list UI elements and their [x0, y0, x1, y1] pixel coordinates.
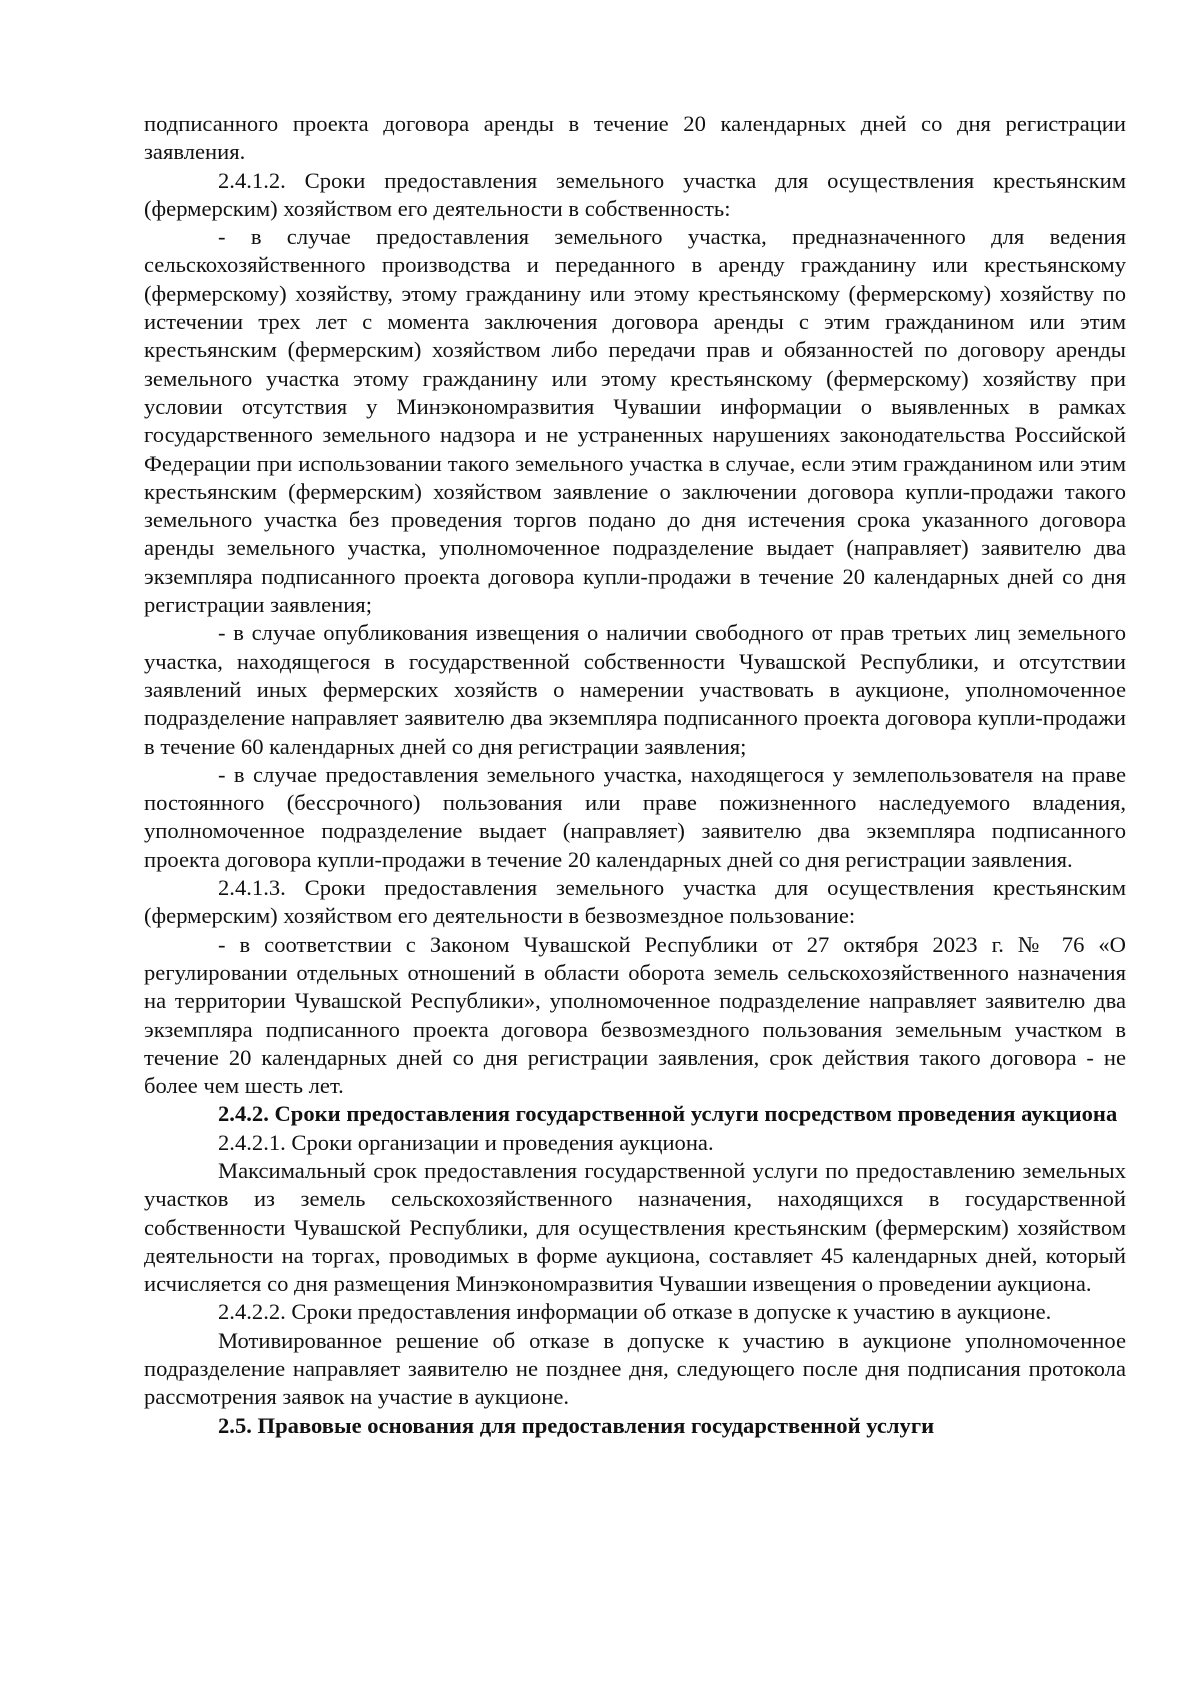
paragraph-ownership-permanent-use-case: - в случае предоставления земельного участка, находящегося у землепользователя на праве постоянного (бессрочного) пользования или праве пожизненного наследуемого владения, уполномоченное подразделение выдает (направляет) заявителю два экземпляра подписанного проекта договора купли-продажи в течение 20 календарных дней со дня регистрации заявления. [144, 761, 1126, 872]
section-heading-2-4-2: 2.4.2. Сроки предоставления государственной услуги посредством проведения аукциона [218, 1101, 1118, 1127]
paragraph-2-4-1-2: 2.4.1.2. Сроки предоставления земельного участка для осуществления крестьянским (фермерским) хозяйством его деятельности в собственность: [144, 167, 1126, 221]
paragraph-2-4-2-1: 2.4.2.1. Сроки организации и проведения аукциона. [218, 1129, 714, 1155]
section-heading-2-5: 2.5. Правовые основания для предоставления государственной услуги [218, 1412, 935, 1438]
paragraph-ownership-notice-case: - в случае опубликования извещения о наличии свободного от прав третьих лиц земельного участка, находящегося в государственной собственности Чувашской Республики, и отсутствии заявлений иных фермерских хозяйств о намерении участвовать в аукционе, уполномоченное подразделение направляет заявителю два экземпляра подписанного проекта договора купли-продажи в течение 60 календарных дней со дня регистрации заявления; [144, 620, 1126, 759]
paragraph-2-4-1-3: 2.4.1.3. Сроки предоставления земельного участка для осуществления крестьянским (фермерским) хозяйством его деятельности в безвозмездное пользование: [144, 875, 1126, 929]
paragraph-refusal-decision: Мотивированное решение об отказе в допуске к участию в аукционе уполномоченное подразделение направляет заявителю не позднее дня, следующего после дня подписания протокола рассмотрения заявок на участие в аукционе. [144, 1327, 1126, 1410]
paragraph-continuation: подписанного проекта договора аренды в течение 20 календарных дней со дня регистрации заявления. [144, 111, 1126, 165]
paragraph-auction-max-term: Максимальный срок предоставления государственной услуги по предоставлению земельных участков из земель сельскохозяйственного назначения, находящихся в государственной собственности Чувашской Республики, для осуществления крестьянским (фермерским) хозяйством деятельности на торгах, проводимых в форме аукциона, составляет 45 календарных дней, который исчисляется со дня размещения Минэкономразвития Чувашии извещения о проведении аукциона. [144, 1157, 1126, 1297]
paragraph-ownership-lease-case: - в случае предоставления земельного участка, предназначенного для ведения сельскохозяйственного производства и переданного в аренду гражданину или крестьянскому (фермерскому) хозяйству, этому гражданину или этому крестьянскому (фермерскому) хозяйству по истечении трех лет с момента заключения договора аренды с этим гражданином или этим крестьянским (фермерским) хозяйством либо передачи прав и обязанностей по договору аренды земельного участка этому гражданину или этому крестьянскому (фермерскому) хозяйству при условии отсутствия у Минэкономразвития Чувашии информации о выявленных в рамках государственного земельного надзора и не устраненных нарушениях законодательства Российской Федерации при использовании такого земельного участка в случае, если этим гражданином или этим крестьянским (фермерским) хозяйством заявление о заключении договора купли-продажи такого земельного участка без проведения торгов подано до дня истечения срока указанного договора аренды земельного участка, уполномоченное подразделение выдает (направляет) заявителю два экземпляра подписанного проекта договора купли-продажи в течение 20 календарных дней со дня регистрации заявления; [144, 224, 1126, 618]
paragraph-free-use-law: - в соответствии с Законом Чувашской Республики от 27 октября 2023 г. № 76 «О регулировании отдельных отношений в области оборота земель сельскохозяйственного назначения на территории Чувашской Республики», уполномоченное подразделение направляет заявителю два экземпляра подписанного проекта договора безвозмездного пользования земельным участком в течение 20 календарных дней со дня регистрации заявления, срок действия такого договора - не более чем шесть лет. [144, 931, 1126, 1099]
document-page [144, 110, 1126, 1440]
paragraph-2-4-2-2: 2.4.2.2. Сроки предоставления информации об отказе в допуске к участию в аукционе. [218, 1299, 1052, 1325]
